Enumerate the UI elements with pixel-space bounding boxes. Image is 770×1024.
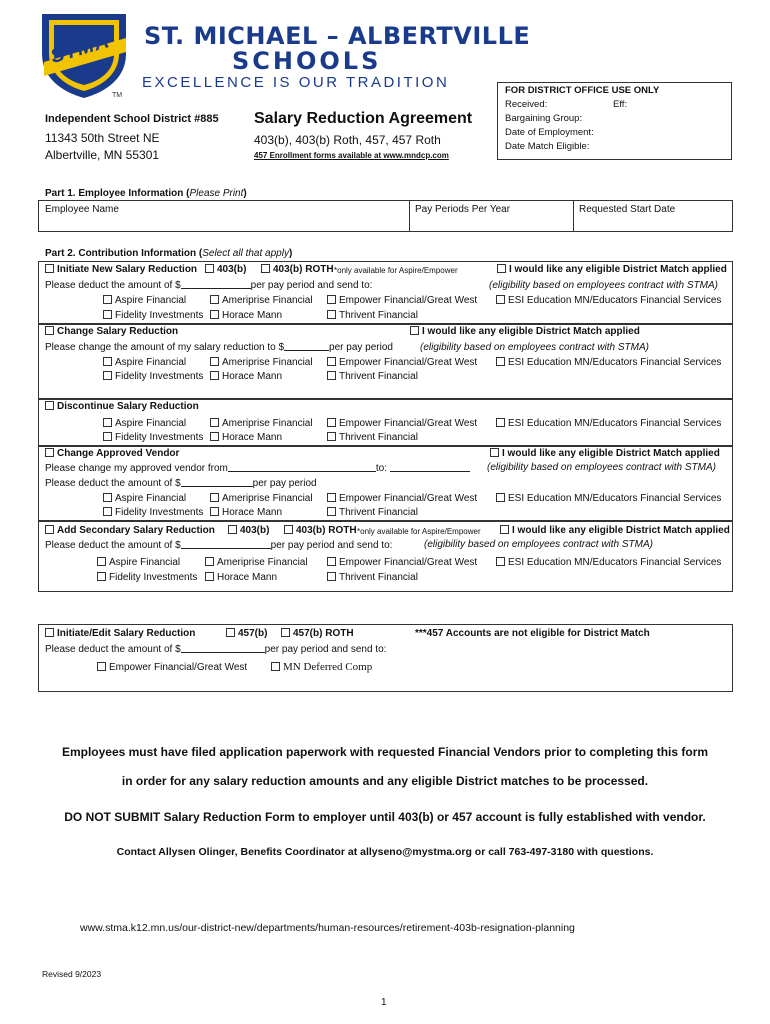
change-vendor-ameriprise[interactable]: Ameriprise Financial [210, 357, 313, 368]
discontinue-vendor-empower[interactable]: Empower Financial/Great West [327, 418, 477, 429]
change-checkbox[interactable]: Change Salary Reduction [45, 326, 178, 337]
secondary-vendor-empower[interactable]: Empower Financial/Great West [327, 557, 477, 568]
retirement-url-link[interactable]: www.stma.k12.mn.us/our-district-new/departments/human-resources/retirement-403b-resignation-planning [80, 922, 575, 934]
vendor-change-match-checkbox[interactable]: I would like any eligible District Match applied [490, 448, 720, 459]
employee-name-field[interactable]: Employee Name [45, 204, 119, 215]
vendor-change-from-line: Please change my approved vendor from to: [45, 462, 470, 474]
office-match: Date Match Eligible: [505, 141, 590, 152]
initiate-match-note: (eligibility based on employees contract with STMA) [489, 280, 718, 291]
vendor-change-vendor-horace[interactable]: Horace Mann [210, 507, 282, 518]
secondary-vendor-esi[interactable]: ESI Education MN/Educators Financial Services [496, 557, 721, 568]
pay-periods-field[interactable]: Pay Periods Per Year [415, 204, 511, 215]
vendor-change-vendor-empower[interactable]: Empower Financial/Great West [327, 493, 477, 504]
secondary-vendor-ameriprise[interactable]: Ameriprise Financial [205, 557, 308, 568]
notice-line2: in order for any salary reduction amounts and any eligible District matches to be processed. [121, 774, 649, 788]
initiate-roth-checkbox[interactable]: 403(b) ROTH [261, 264, 334, 275]
discontinue-vendor-horace[interactable]: Horace Mann [210, 432, 282, 443]
secondary-roth-checkbox[interactable]: 403(b) ROTH [284, 525, 357, 536]
office-use-heading: FOR DISTRICT OFFICE USE ONLY [505, 85, 660, 96]
secondary-match-checkbox[interactable]: I would like any eligible District Match applied [500, 525, 730, 536]
plan457-457b-checkbox[interactable]: 457(b) [226, 628, 267, 639]
district-street: 11343 50th Street NE [45, 131, 160, 145]
vendor-change-vendor-esi[interactable]: ESI Education MN/Educators Financial Services [496, 493, 721, 504]
initiate-match-checkbox[interactable]: I would like any eligible District Match applied [497, 264, 727, 275]
office-employment: Date of Employment: [505, 127, 594, 138]
part2-heading: Part 2. Contribution Information (Select all that apply) [45, 248, 293, 259]
discontinue-vendor-ameriprise[interactable]: Ameriprise Financial [210, 418, 313, 429]
enrollment-note: 457 Enrollment forms available at www.mndcp.com [254, 151, 449, 160]
plan457-vendor-mndcp[interactable]: MN Deferred Comp [271, 661, 372, 673]
secondary-vendor-horace[interactable]: Horace Mann [205, 572, 277, 583]
secondary-deduct-line: Please deduct the amount of $ per pay period and send to: [45, 540, 393, 551]
change-amount-line: Please change the amount of my salary reduction to $ per pay period [45, 342, 393, 353]
secondary-403b-checkbox[interactable]: 403(b) [228, 525, 269, 536]
vendor-change-vendor-thrivent[interactable]: Thrivent Financial [327, 507, 418, 518]
vendor-change-match-note: (eligibility based on employees contract with STMA) [487, 462, 716, 473]
part1-heading: Part 1. Employee Information (Please Print) [45, 188, 247, 199]
school-name-line2: SCHOOLS [232, 47, 382, 75]
plan457-roth-checkbox[interactable]: 457(b) ROTH [281, 628, 354, 639]
district-name: Independent School District #885 [45, 113, 219, 125]
start-date-field[interactable]: Requested Start Date [579, 204, 676, 215]
notice-line1: Employees must have filed application paperwork with requested Financial Vendors prior to completing this form [61, 745, 709, 759]
initiate-roth-note: *only available for Aspire/Empower [334, 266, 458, 275]
school-name-line1: ST. MICHAEL – ALBERTVILLE [144, 22, 531, 50]
change-match-note: (eligibility based on employees contract with STMA) [420, 342, 649, 353]
plan457-checkbox[interactable]: Initiate/Edit Salary Reduction [45, 628, 195, 639]
discontinue-vendor-esi[interactable]: ESI Education MN/Educators Financial Services [496, 418, 721, 429]
logo-shield-text: STMA [48, 30, 113, 68]
initiate-vendor-ameriprise[interactable]: Ameriprise Financial [210, 295, 313, 306]
discontinue-vendor-aspire[interactable]: Aspire Financial [103, 418, 186, 429]
contact-line: Contact Allysen Olinger, Benefits Coordinator at allyseno@mystma.org or call 763-497-3180 with questions. [116, 846, 654, 858]
secondary-roth-note: *only available for Aspire/Empower [357, 527, 481, 536]
initiate-vendor-horace[interactable]: Horace Mann [210, 310, 282, 321]
change-vendor-empower[interactable]: Empower Financial/Great West [327, 357, 477, 368]
plan457-vendor-empower[interactable]: Empower Financial/Great West [97, 662, 247, 673]
logo-trademark: TM [112, 92, 123, 99]
change-vendor-aspire[interactable]: Aspire Financial [103, 357, 186, 368]
initiate-vendor-aspire[interactable]: Aspire Financial [103, 295, 186, 306]
vendor-change-checkbox[interactable]: Change Approved Vendor [45, 448, 179, 459]
vendor-change-vendor-fidelity[interactable]: Fidelity Investments [103, 507, 203, 518]
discontinue-checkbox[interactable]: Discontinue Salary Reduction [45, 401, 199, 412]
initiate-vendor-empower[interactable]: Empower Financial/Great West [327, 295, 477, 306]
form-subtitle: 403(b), 403(b) Roth, 457, 457 Roth [254, 133, 441, 147]
change-vendor-thrivent[interactable]: Thrivent Financial [327, 371, 418, 382]
change-vendor-fidelity[interactable]: Fidelity Investments [103, 371, 203, 382]
office-bargaining: Bargaining Group: [505, 113, 583, 124]
vendor-change-deduct-line: Please deduct the amount of $ per pay period [45, 478, 317, 489]
secondary-checkbox[interactable]: Add Secondary Salary Reduction [45, 525, 215, 536]
tagline: EXCELLENCE IS OUR TRADITION [142, 74, 450, 91]
initiate-vendor-esi[interactable]: ESI Education MN/Educators Financial Services [496, 295, 721, 306]
initiate-checkbox[interactable]: Initiate New Salary Reduction [45, 264, 197, 275]
plan457-deduct-line: Please deduct the amount of $ per pay period and send to: [45, 644, 387, 655]
initiate-403b-checkbox[interactable]: 403(b) [205, 264, 246, 275]
plan457-note: ***457 Accounts are not eligible for District Match [415, 628, 650, 639]
change-vendor-horace[interactable]: Horace Mann [210, 371, 282, 382]
secondary-vendor-aspire[interactable]: Aspire Financial [97, 557, 180, 568]
discontinue-vendor-fidelity[interactable]: Fidelity Investments [103, 432, 203, 443]
vendor-change-vendor-aspire[interactable]: Aspire Financial [103, 493, 186, 504]
vendor-change-vendor-ameriprise[interactable]: Ameriprise Financial [210, 493, 313, 504]
notice-line3: DO NOT SUBMIT Salary Reduction Form to employer until 403(b) or 457 account is fully established with vendor. [64, 810, 706, 824]
initiate-vendor-fidelity[interactable]: Fidelity Investments [103, 310, 203, 321]
office-received: Received: [505, 99, 548, 110]
change-match-checkbox[interactable]: I would like any eligible District Match applied [410, 326, 640, 337]
discontinue-vendor-thrivent[interactable]: Thrivent Financial [327, 432, 418, 443]
change-vendor-esi[interactable]: ESI Education MN/Educators Financial Services [496, 357, 721, 368]
secondary-vendor-fidelity[interactable]: Fidelity Investments [97, 572, 197, 583]
school-logo [34, 8, 134, 100]
initiate-vendor-thrivent[interactable]: Thrivent Financial [327, 310, 418, 321]
secondary-vendor-thrivent[interactable]: Thrivent Financial [327, 572, 418, 583]
revised-date: Revised 9/2023 [42, 969, 102, 979]
initiate-deduct-line: Please deduct the amount of $ per pay period and send to: [45, 280, 373, 291]
office-eff: Eff: [613, 99, 628, 110]
form-title: Salary Reduction Agreement [254, 110, 473, 127]
secondary-match-note: (eligibility based on employees contract with STMA) [424, 539, 653, 550]
page-number: 1 [381, 997, 387, 1008]
district-city: Albertville, MN 55301 [45, 148, 160, 162]
